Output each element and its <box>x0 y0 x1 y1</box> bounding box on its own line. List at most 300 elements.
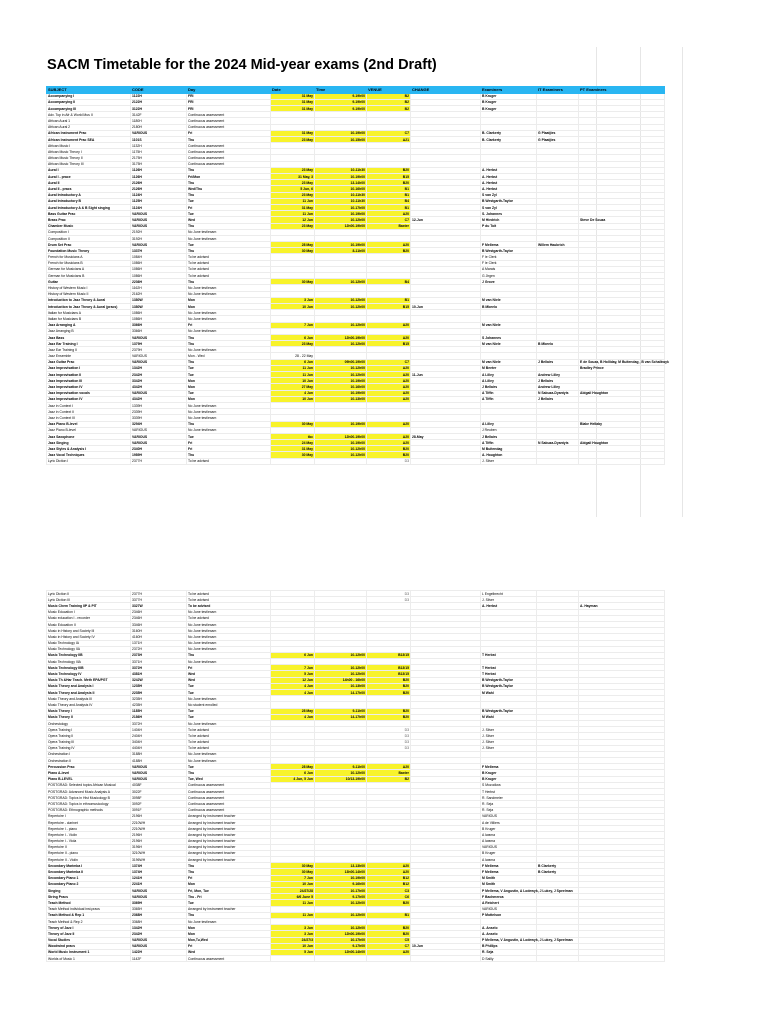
cell-subject: Italian for Musicians A <box>47 310 131 316</box>
cell-subject: Music Education I <box>47 609 131 615</box>
cell-it-examiners: N Sabuza-Dyantyis <box>537 440 579 446</box>
cell-subject: Drum Set Prac <box>47 242 131 248</box>
cell-time: 10-15h00 <box>315 136 367 142</box>
cell-examiners: M Hiedrich <box>481 217 537 223</box>
cell-day: Tue <box>187 683 271 689</box>
cell-code: 1989H <box>131 452 187 458</box>
cell-subject: Repertoire I - piano <box>47 826 131 832</box>
cell-day: FRI <box>187 99 271 105</box>
cell-time: 10-12h00 <box>315 925 367 931</box>
cell-code: 2175H <box>131 155 187 161</box>
cell-subject: Repertoire II - Violin <box>47 857 131 863</box>
cell-subject: Opera Training III <box>47 739 131 745</box>
cell-date <box>271 458 315 464</box>
cell-subject: Composition I <box>47 229 131 235</box>
cell-day: Mon <box>187 881 271 887</box>
cell-code: 2342H <box>131 372 187 378</box>
cell-examiners: P Mellema, V Angustin, A Lodewyk, J Lukey, J Speelman <box>482 888 573 893</box>
cell-day: No June test/exam <box>187 696 271 702</box>
header-pt-examiners: PT Examiners <box>579 87 665 94</box>
cell-code: 2342H <box>131 931 187 937</box>
cell-it-examiners: J Bellairs <box>537 378 579 384</box>
cell-time: 14-17h00 <box>315 714 367 720</box>
cell-day: Fri/Mon <box>187 174 271 180</box>
cell-examiners: VARIOUS <box>481 813 537 819</box>
cell-subject: Music Technology IIB <box>47 652 131 658</box>
cell-day: Continuous assessment <box>187 149 271 155</box>
cell-subject: Aural I <box>47 167 131 173</box>
cell-pt-examiners: Blake Hellaby <box>579 421 665 427</box>
cell-subject: POSTGRAD: Advanced Music Analysis A <box>47 789 131 795</box>
cell-date: tbc <box>271 433 315 439</box>
cell-subject: Opera Training IV <box>47 745 131 751</box>
cell-examiners: B Kruger <box>481 105 537 111</box>
cell-time: 13-14h00 <box>315 180 367 186</box>
cell-date: 28 May <box>271 708 315 714</box>
cell-examiners: B. Clarkerty <box>481 136 537 142</box>
cell-code: 3242W <box>131 677 187 683</box>
cell-day: Tue <box>187 764 271 770</box>
cell-time: 10-12h00 <box>315 322 367 328</box>
cell-code: VARIOUS <box>131 211 187 217</box>
cell-time: 10-12h00 <box>315 652 367 658</box>
cell-code: 4235H <box>131 702 187 708</box>
cell-examiners: A Lilley <box>481 378 537 384</box>
cell-code: 3122H <box>131 105 187 111</box>
cell-venue: B4 <box>367 279 411 285</box>
cell-examiners: M Wahl <box>481 690 537 696</box>
cell-day: To be advised <box>187 733 271 739</box>
cell-venue: C6 <box>367 894 411 900</box>
cell-venue: B20 <box>367 452 411 458</box>
cell-venue: B13/15 <box>367 671 411 677</box>
cell-venue: B20 <box>367 677 411 683</box>
cell-it-examiners: Andrew Lilley <box>537 372 579 378</box>
cell-code: 3327W <box>131 603 187 609</box>
cell-day: Tue <box>187 690 271 696</box>
cell-day: Mon <box>187 384 271 390</box>
cell-day: Continuous assessment <box>187 155 271 161</box>
cell-date: 4 Jun <box>271 714 315 720</box>
cell-time: 10-19h00 <box>315 211 367 217</box>
cell-subject: Singing <box>47 888 131 894</box>
cell-code: VARIOUS <box>131 433 187 439</box>
cell-examiners: J. Silver <box>481 458 537 464</box>
cell-code: 3365H <box>131 906 187 912</box>
cell-subject: Jazz Improvisation III <box>47 378 131 384</box>
cell-day: Continuous assessment <box>187 956 271 962</box>
cell-change: 10-Jun <box>411 943 481 949</box>
cell-examiners: A Iwama <box>481 838 537 844</box>
cell-code: VARIOUS <box>131 334 187 340</box>
cell-date: 11 Jun <box>271 372 315 378</box>
cell-venue: B20 <box>367 931 411 937</box>
cell-day: No June test/exam <box>187 659 271 665</box>
cell-time: 9-16h00 <box>315 881 367 887</box>
cell-subject: Music Theory II <box>47 714 131 720</box>
cell-subject: Music in History and Society IV <box>47 634 131 640</box>
cell-subject: Jazz Ear Training II <box>47 347 131 353</box>
cell-code: 2372H <box>131 646 187 652</box>
cell-examiners: J. Silver <box>481 727 537 733</box>
cell-code: 4404H <box>131 745 187 751</box>
cell-examiners: B Kruger <box>481 93 537 99</box>
cell-code: 3210WH <box>131 850 187 856</box>
cell-venue: D3 <box>367 739 411 745</box>
cell-examiners: M van Niele <box>481 341 537 347</box>
cell-day: No June test/exam <box>187 609 271 615</box>
cell-code: 1422H <box>131 949 187 955</box>
cell-code: 1371H <box>131 640 187 646</box>
cell-day: Thu <box>187 248 271 254</box>
cell-examiners: B Kruger <box>481 770 537 776</box>
cell-examiners: T Herbst <box>481 789 537 795</box>
cell-day: Tue <box>187 198 271 204</box>
cell-time: 10-17h00 <box>315 888 367 894</box>
cell-date: 23 May <box>271 192 315 198</box>
cell-venue: A21 <box>367 136 411 142</box>
cell-code: 1125H <box>131 198 187 204</box>
cell-venue: A20 <box>367 440 411 446</box>
cell-examiners: S van Zyl <box>481 204 537 210</box>
cell-venue: B1 <box>367 204 411 210</box>
cell-date: 4 Jun <box>271 390 315 396</box>
cell-examiners: VARIOUS <box>481 844 537 850</box>
cell-day: Continuous assessment <box>187 782 271 788</box>
cell-subject: Accompanying II <box>47 99 131 105</box>
cell-subject: Secondary Piano 2 <box>47 881 131 887</box>
cell-code: 1086H <box>131 273 187 279</box>
cell-venue: A20 <box>367 322 411 328</box>
cell-code: 1342H <box>131 925 187 931</box>
cell-venue: A20 <box>367 334 411 340</box>
cell-examiners: M Wahl <box>481 714 537 720</box>
cell-subject: Repertoire I - Viola <box>47 838 131 844</box>
cell-code: VARIOUS <box>131 242 187 248</box>
cell-subject: Adv. Top in Afr & World Mus II <box>47 112 131 118</box>
cell-examiners: B Kruger <box>481 826 537 832</box>
cell-day: Mon <box>187 297 271 303</box>
cell-day: FRI <box>187 105 271 111</box>
cell-examiners: M van Niele <box>481 322 537 328</box>
cell-time: 10-12h00 <box>315 297 367 303</box>
cell-examiners: A Iwama <box>481 832 537 838</box>
cell-subject: Music Theory and Analysis III <box>47 696 131 702</box>
cell-subject: Theory of Jazz II <box>47 931 131 937</box>
cell-day: To be advised <box>187 254 271 260</box>
cell-day: To be advised <box>187 727 271 733</box>
cell-venue: B20 <box>367 708 411 714</box>
cell-pt-examiners <box>579 458 665 464</box>
cell-code: 3342H <box>131 378 187 384</box>
cell-time: 10-12h00 <box>315 372 367 378</box>
cell-examiners: A Lilley <box>481 421 537 427</box>
cell-subject: Opera Training II <box>47 733 131 739</box>
cell-day: Continuous assessment <box>187 118 271 124</box>
cell-day: Arranged by instrument teacher <box>187 819 271 825</box>
cell-day: To be advised <box>187 615 271 621</box>
cell-subject: Music Theory and Analysis II <box>47 690 131 696</box>
cell-date: 6 Jun <box>271 359 315 365</box>
cell-subject: German for Musicians A <box>47 266 131 272</box>
cell-date: 23 May <box>271 136 315 142</box>
cell-day: Mon <box>187 931 271 937</box>
cell-code: 4342H <box>131 396 187 402</box>
cell-code: VARIOUS <box>131 359 187 365</box>
cell-subject: Teach Method & Rep 1 <box>47 912 131 918</box>
cell-date: 5 Jun, 6 <box>271 186 315 192</box>
cell-code: 3369H <box>131 900 187 906</box>
cell-venue: A20 <box>367 384 411 390</box>
cell-venue: D3 <box>367 745 411 751</box>
timetable-part-1 <box>46 86 669 465</box>
cell-day: Arranged by instrument teacher <box>187 850 271 856</box>
cell-examiners: J Bellairs <box>481 433 537 439</box>
cell-day: No June test/exam <box>187 347 271 353</box>
cell-examiners: F Mellema <box>481 863 537 869</box>
cell-subject: Lyric Diction II <box>47 591 131 597</box>
cell-day: Thu <box>187 223 271 229</box>
cell-code: 3372H <box>131 665 187 671</box>
cell-day: Tue <box>187 242 271 248</box>
cell-time: 10-17h00 <box>315 937 367 943</box>
cell-day: No June test/exam <box>187 720 271 726</box>
cell-day: No June test/exam <box>187 291 271 297</box>
cell-day: Mon <box>187 303 271 309</box>
cell-code: 2162H <box>131 291 187 297</box>
cell-day: FRI <box>187 93 271 99</box>
cell-examiners: S. Johannes <box>481 211 537 217</box>
cell-subject: Orchestration I <box>47 751 131 757</box>
cell-pt-examiners: A. Hayman <box>579 603 665 609</box>
cell-venue: A20 <box>367 863 411 869</box>
cell-time: 10-19h00 <box>315 242 367 248</box>
cell-day: Tue <box>187 390 271 396</box>
cell-day: Arranged by instrument teacher <box>187 844 271 850</box>
cell-code: 2186H <box>131 714 187 720</box>
cell-venue: B20 <box>367 714 411 720</box>
cell-day: Tue <box>187 211 271 217</box>
cell-venue: D3 <box>367 733 411 739</box>
cell-code: VARIOUS <box>131 943 187 949</box>
cell-day: No June test/exam <box>187 634 271 640</box>
cell-subject: Secondary Piano 1 <box>47 875 131 881</box>
cell-day: Continuous assessment <box>187 143 271 149</box>
cell-day: Tue <box>187 365 271 371</box>
cell-subject: Opera Training I <box>47 727 131 733</box>
cell-date: 10 Jun <box>271 943 315 949</box>
cell-code: 3092F <box>131 801 187 807</box>
cell-code: 2122H <box>131 99 187 105</box>
cell-examiners: A Tiffin <box>481 390 537 396</box>
cell-subject: Introduction to Jazz Theory & Aural <box>47 297 131 303</box>
cell-subject: Repertoire I - Violin <box>47 832 131 838</box>
cell-venue: B20 <box>367 683 411 689</box>
cell-code: 2236H <box>131 279 187 285</box>
cell-day: Thu <box>187 359 271 365</box>
cell-subject: Music Theory and Analysis I <box>47 683 131 689</box>
cell-subject: Music education I - recorder <box>47 615 131 621</box>
cell-subject: Music in History and Society III <box>47 628 131 634</box>
cell-examiners: A. Anselo <box>481 931 537 937</box>
cell-venue: B2 <box>367 105 411 111</box>
cell-it-examiners: B Mbeelo <box>537 341 579 347</box>
cell-day: To be advised <box>187 266 271 272</box>
cell-time: 9-19h00 <box>315 105 367 111</box>
cell-code: 3377H <box>131 597 187 603</box>
cell-day: No June test/exam <box>187 918 271 924</box>
cell-day: Mon <box>187 396 271 402</box>
cell-day: Thu <box>187 192 271 198</box>
cell-subject: Music Education II <box>47 621 131 627</box>
cell-subject: Jazz Ear Training I <box>47 341 131 347</box>
cell-time: 10-19h00 <box>315 390 367 396</box>
cell-day: Thu <box>187 863 271 869</box>
cell-examiners: A. Houghton <box>481 452 537 458</box>
cell-subject: Repertoire - clarinet <box>47 819 131 825</box>
cell-date: 31 May <box>271 105 315 111</box>
cell-examiners: F le Clerk <box>481 260 537 266</box>
cell-subject: Vocal Studies <box>47 937 131 943</box>
cell-subject: African Music Theory III <box>47 161 131 167</box>
cell-code: 2210WH <box>131 819 187 825</box>
cell-subject: Jazz Improvisation vocals <box>47 390 131 396</box>
cell-code: 1086H <box>131 316 187 322</box>
cell-code: 3366H <box>131 328 187 334</box>
cell-day: Wed <box>187 677 271 683</box>
cell-examiners: F Bachmeroa <box>481 894 537 900</box>
cell-code: VARIOUS <box>131 764 187 770</box>
cell-day: No June test/exam <box>187 310 271 316</box>
cell-subject: Accompanying I <box>47 93 131 99</box>
cell-venue <box>367 956 411 962</box>
cell-day: Thu <box>187 136 271 142</box>
cell-subject: Jazz in Context I <box>47 402 131 408</box>
cell-code: 2368H <box>131 912 187 918</box>
cell-examiners: F le Clerk <box>481 254 537 260</box>
cell-subject: French for Musicians A <box>47 254 131 260</box>
cell-examiners: B Kruger <box>481 850 537 856</box>
cell-venue: B12 <box>367 881 411 887</box>
cell-date: 10 Jun <box>271 881 315 887</box>
cell-date: 12 Jun <box>271 677 315 683</box>
cell-examiners: J. Silver <box>481 597 537 603</box>
cell-time: 9-19h00 <box>315 93 367 99</box>
cell-code: 3339H <box>131 415 187 421</box>
cell-venue: C7 <box>367 130 411 136</box>
cell-examiners: B Kruger <box>481 776 537 782</box>
cell-venue: B20 <box>367 167 411 173</box>
cell-subject: Theory of Jazz I <box>47 925 131 931</box>
cell-code: VARIOUS <box>131 440 187 446</box>
cell-date: 3 Jun <box>271 925 315 931</box>
cell-time: 14h00 - 16h00 <box>315 677 367 683</box>
cell-day: To be advised <box>187 458 271 464</box>
cell-date: 10 Jun <box>271 303 315 309</box>
cell-subject: French for Musicians B <box>47 260 131 266</box>
cell-venue: A20 <box>367 433 411 439</box>
cell-date: 23 May <box>271 180 315 186</box>
cell-code: 3404H <box>131 739 187 745</box>
cell-examiners: R. Seja <box>481 949 537 955</box>
cell-subject: Music Theory and Analysis IV <box>47 702 131 708</box>
cell-venue: D3 <box>367 727 411 733</box>
cell-code: 3091F <box>131 807 187 813</box>
cell-subject: Aural II <box>47 180 131 186</box>
cell-code: 1122H <box>131 93 187 99</box>
cell-code: 2346H <box>131 609 187 615</box>
cell-venue: B1 <box>367 192 411 198</box>
cell-time: 10-16h00 <box>315 384 367 390</box>
cell-day: Arranged by instrument teacher <box>187 832 271 838</box>
cell-venue: A20 <box>367 764 411 770</box>
cell-examiners: T Herbst <box>481 652 537 658</box>
cell-subject: Aural II - pracs <box>47 186 131 192</box>
cell-subject: Aural Introductory B <box>47 198 131 204</box>
cell-time: 13h00-14h00 <box>315 869 367 875</box>
cell-subject: Jazz Improvisation I <box>47 365 131 371</box>
cell-code: 1374H <box>131 869 187 875</box>
cell-day: No June test/exam <box>187 316 271 322</box>
cell-venue: B1 <box>367 186 411 192</box>
cell-time: 10/13-19h00 <box>315 776 367 782</box>
cell-date: 28 May <box>271 242 315 248</box>
cell-code: 1126H <box>131 174 187 180</box>
cell-examiners: A. Herbst <box>481 603 537 609</box>
cell-examiners: J Bellairs <box>481 384 537 390</box>
table-row <box>47 956 665 962</box>
header-day: Day <box>187 87 271 94</box>
cell-time: 10-11h30 <box>315 167 367 173</box>
cell-date: 6/6 June 5 <box>271 894 315 900</box>
cell-day: Wed/Thu <box>187 186 271 192</box>
cell-pt-examiners: Steve De Souza <box>579 217 665 223</box>
cell-code: 2196H <box>131 813 187 819</box>
cell-date: 31 May <box>271 204 315 210</box>
cell-code: 3371H <box>131 659 187 665</box>
cell-subject: Piano B-LEVEL <box>47 776 131 782</box>
cell-code: 1342H <box>131 365 187 371</box>
cell-examiners: M van Niele <box>481 297 537 303</box>
cell-code: 2196H <box>131 838 187 844</box>
cell-code: 2241H <box>131 881 187 887</box>
cell-examiners: M Buitendag <box>481 446 537 452</box>
cell-change: 28-May <box>411 433 481 439</box>
cell-subject: Guitar <box>47 279 131 285</box>
cell-subject: Teach Method <box>47 900 131 906</box>
cell-examiners: B Westgarth-Taylor <box>481 708 537 714</box>
cell-day: Arranged by instrument teacher <box>187 838 271 844</box>
cell-date: 23 May <box>271 223 315 229</box>
cell-date: 11 Jun <box>271 912 315 918</box>
cell-code: VARIOUS <box>131 390 187 396</box>
cell-venue: C3 <box>367 888 411 894</box>
page-title: SACM Timetable for the 2024 Mid-year exams (2nd Draft) <box>47 57 437 73</box>
cell-day: Tue <box>187 900 271 906</box>
cell-subject: POSTGRAD: Topics in ethnomusicology <box>47 801 131 807</box>
cell-day: No June test/exam <box>187 415 271 421</box>
cell-it-examiners: J Bellairs <box>537 396 579 402</box>
cell-subject: Music Technology IV <box>47 671 131 677</box>
cell-time: 10-12h00 <box>315 279 367 285</box>
cell-day: Thu <box>187 167 271 173</box>
cell-examiners: A Marais <box>481 266 537 272</box>
cell-subject: Music Technology IA <box>47 640 131 646</box>
cell-venue: B15 <box>367 303 411 309</box>
cell-examiners: B Westgarth-Taylor <box>481 198 537 204</box>
cell-it-examiners: G Plaatjies <box>537 130 579 136</box>
cell-examiners: A. Herbst <box>481 167 537 173</box>
